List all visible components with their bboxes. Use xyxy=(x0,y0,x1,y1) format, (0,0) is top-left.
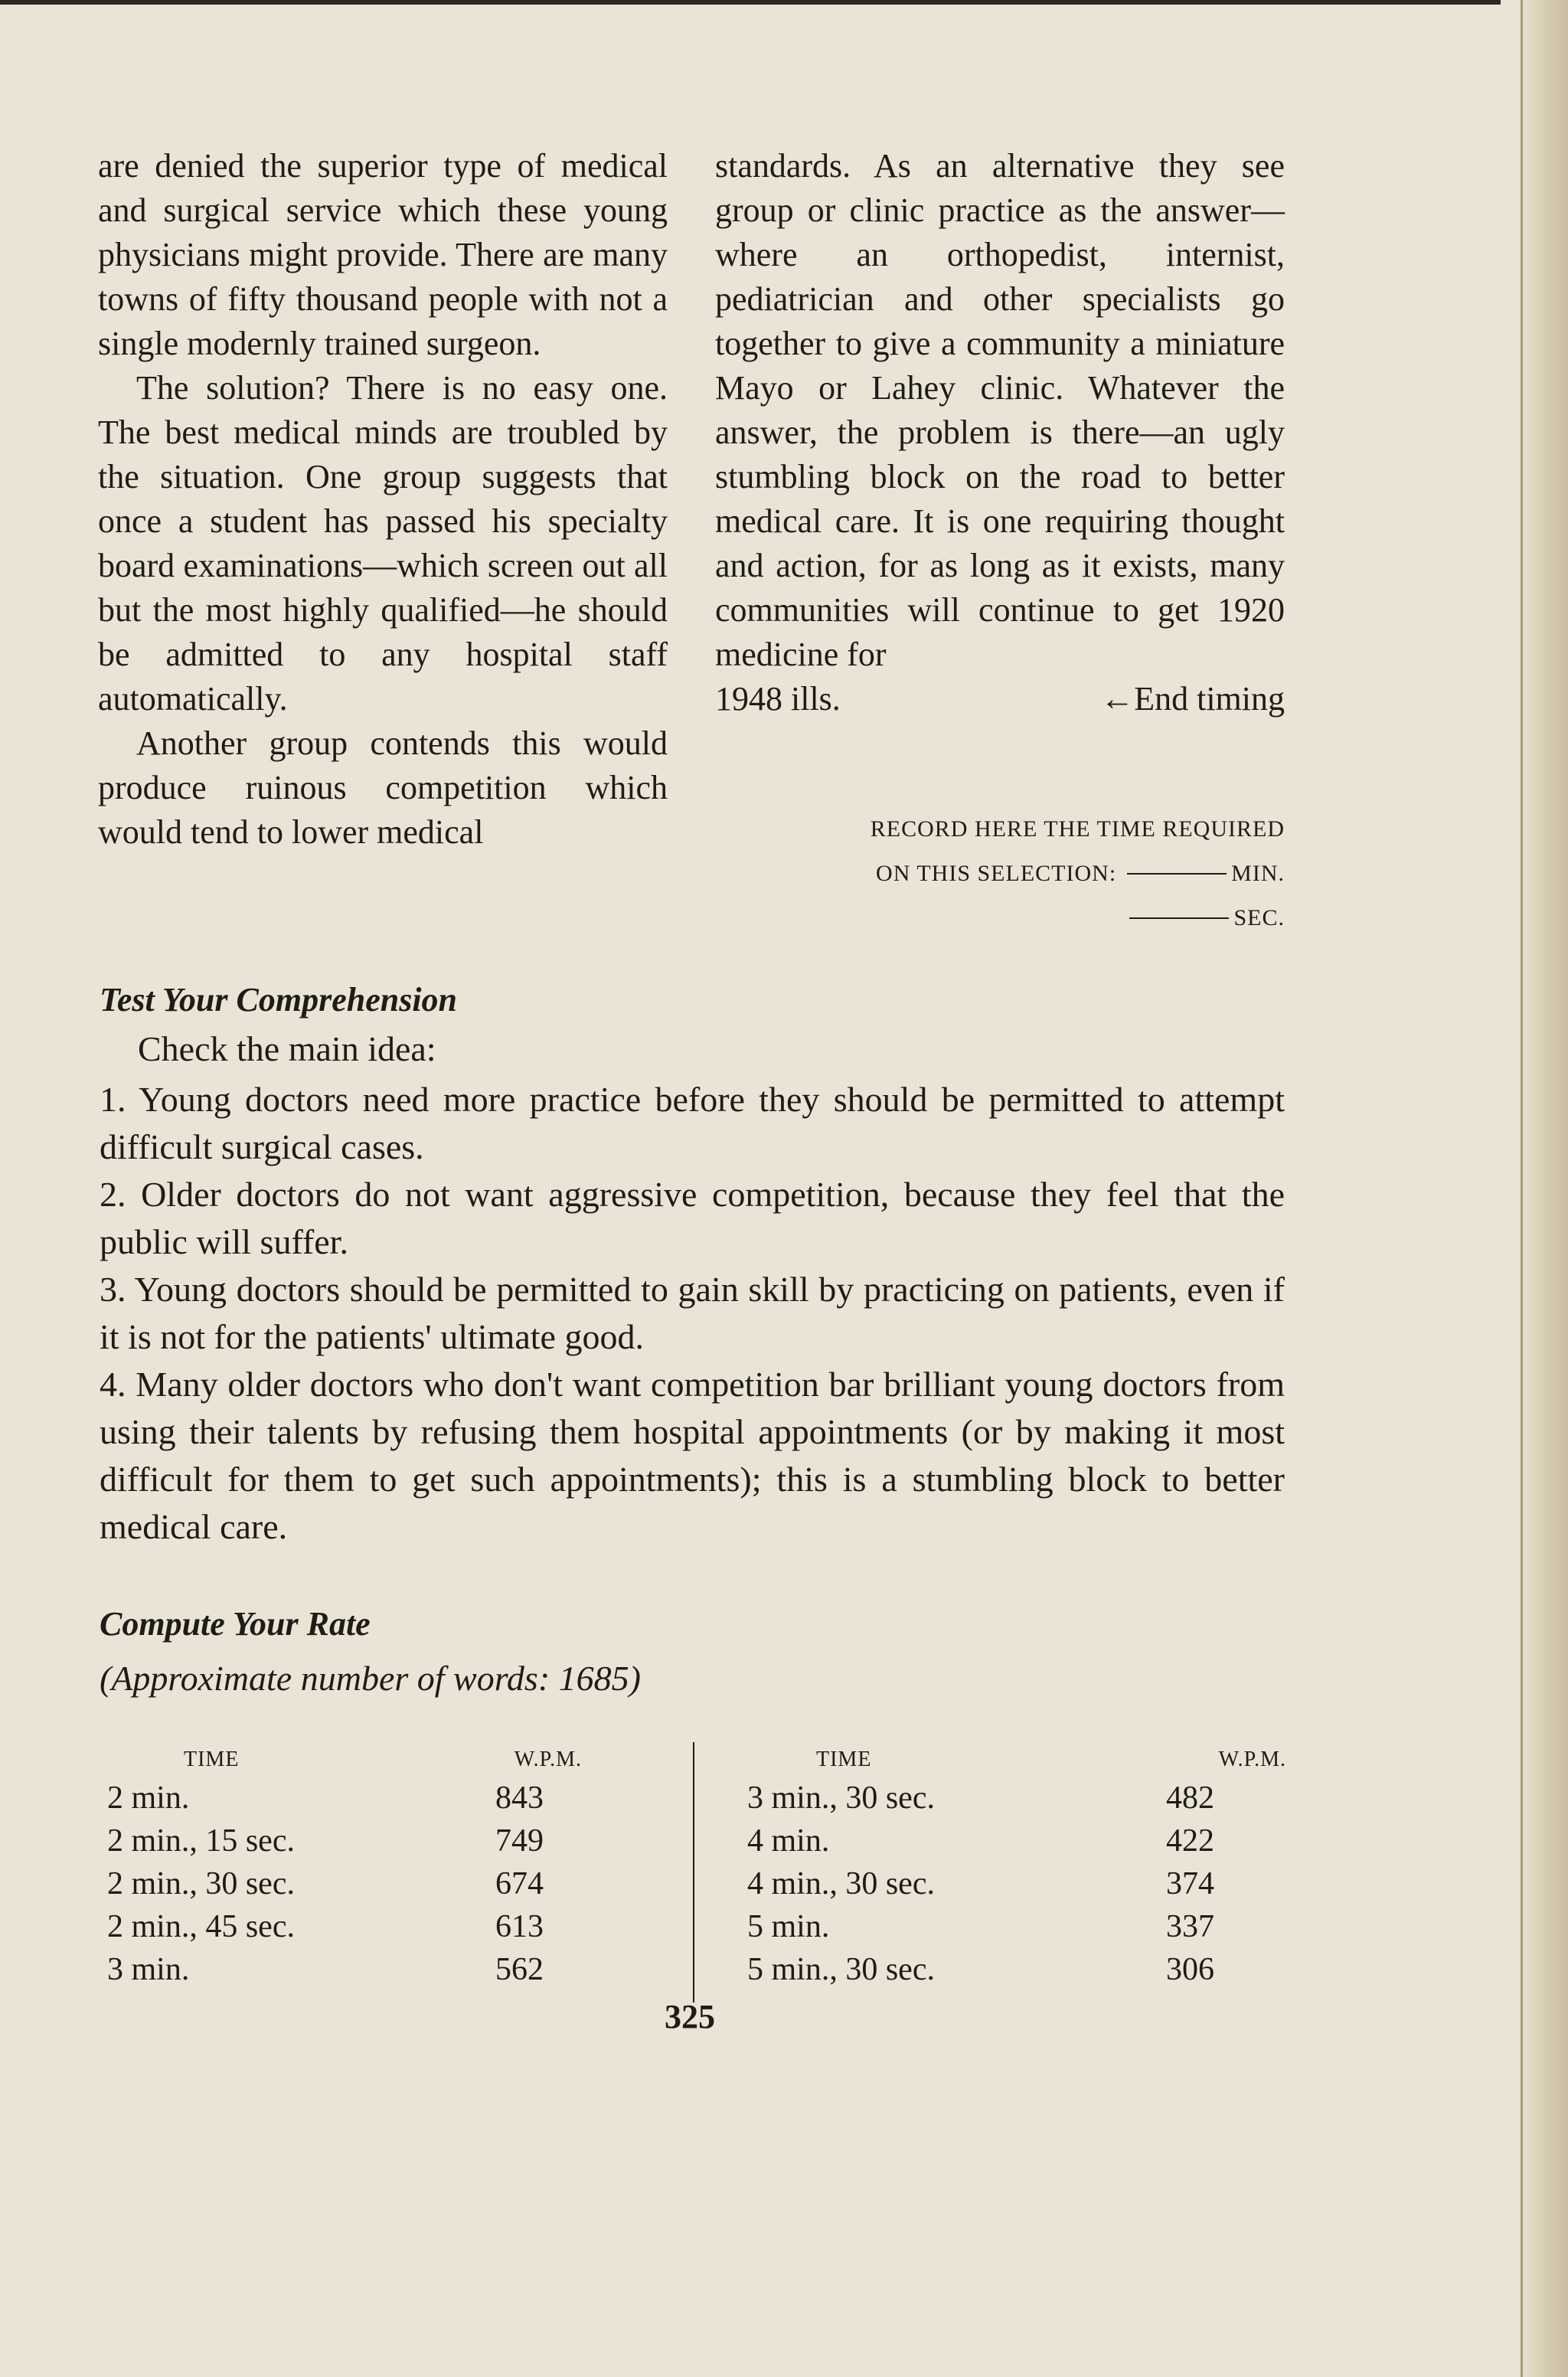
option-2[interactable]: 2. Older doctors do not want aggressive competition, because they feel that the public will suffer. xyxy=(100,1175,1285,1261)
time-cell: 4 min. xyxy=(747,1823,830,1859)
rate-heading: Compute Your Rate xyxy=(100,1605,371,1643)
comprehension-instruction: Check the main idea: xyxy=(138,1029,436,1068)
wpm-cell: 674 xyxy=(495,1866,544,1901)
table-row xyxy=(100,1862,635,1905)
time-column-header: TIME xyxy=(184,1748,240,1771)
option-3[interactable]: 3. Young doctors should be permitted to gain skill by practicing on patients, even if it is not for the patients' ultimate good. xyxy=(100,1270,1285,1356)
min-label: MIN. xyxy=(1231,861,1285,886)
right-paragraph: standards. As an alternative they see group or clinic practice as the answer—where an orthopedist, internist, pediatrician and other specialists go together to give a community a miniature Mayo or Lahey clinic. Whatever the answer, the problem is there—an ugly stumbling block on the road to better medical care. It is one requiring thought and action, for as long as it exists, many communities will continue to get 1920 medicine for xyxy=(715,147,1285,673)
wpm-cell: 843 xyxy=(495,1780,544,1816)
time-cell: 3 min., 30 sec. xyxy=(747,1780,935,1816)
time-cell: 2 min., 45 sec. xyxy=(107,1909,295,1944)
last-line-text: 1948 ills. xyxy=(715,680,841,718)
time-cell: 3 min. xyxy=(107,1952,190,1987)
comprehension-options xyxy=(100,1076,1285,1551)
page-right-edge xyxy=(1522,0,1568,2377)
left-paragraph-2: The solution? There is no easy one. The best medical minds are troubled by the situation. One group suggests that once a student has passed his specialty board examinations—which screen out all but the most highly qualified—he should be admitted to any hospital staff automatically. xyxy=(98,369,668,718)
time-cell: 4 min., 30 sec. xyxy=(747,1866,935,1901)
option-1[interactable]: 1. Young doctors need more practice before they should be permitted to attempt difficult surgical cases. xyxy=(100,1080,1285,1166)
table-row xyxy=(740,1905,1291,1948)
wpm-cell: 749 xyxy=(495,1823,544,1859)
page-number: 325 xyxy=(665,1998,715,2035)
record-time-box xyxy=(746,807,1285,940)
record-selection-label: ON THIS SELECTION: xyxy=(876,861,1117,886)
wpm-cell: 374 xyxy=(1166,1866,1214,1901)
record-line-2 xyxy=(746,852,1285,896)
wpm-cell: 306 xyxy=(1166,1952,1214,1987)
rate-table-header xyxy=(740,1738,1291,1777)
time-cell: 2 min., 30 sec. xyxy=(107,1866,295,1901)
time-cell: 2 min., 15 sec. xyxy=(107,1823,295,1859)
wpm-cell: 422 xyxy=(1166,1823,1214,1859)
table-row xyxy=(740,1948,1291,1991)
option-4[interactable]: 4. Many older doctors who don't want competition bar brilliant young doctors from using their talents by refusing them hospital appointments (or by making it most difficult for them to get such appointments); this is a stumbling block to better medical care. xyxy=(100,1365,1285,1546)
right-text-column xyxy=(715,144,1285,721)
wpm-cell: 613 xyxy=(495,1909,544,1944)
time-column-header: TIME xyxy=(816,1748,872,1771)
record-line-3 xyxy=(746,896,1285,940)
table-row xyxy=(740,1820,1291,1862)
rate-table-header xyxy=(100,1738,635,1777)
left-paragraph-3: Another group contends this would produce ruinous competition which would tend to lower medical xyxy=(98,724,668,851)
record-line-1 xyxy=(746,807,1285,852)
left-paragraph-1: are denied the superior type of medical and surgical service which these young physicians might provide. There are many towns of fifty thousand people with not a single modernly trained surgeon. xyxy=(98,147,668,362)
wpm-cell: 337 xyxy=(1166,1909,1214,1944)
left-text-column xyxy=(98,144,668,855)
time-cell: 5 min. xyxy=(747,1909,830,1944)
table-row xyxy=(100,1777,635,1820)
table-divider xyxy=(693,1742,694,2003)
sec-label: SEC. xyxy=(1233,905,1285,930)
rate-table-right xyxy=(740,1738,1291,1991)
table-row xyxy=(740,1862,1291,1905)
approx-word-count: (Approximate number of words: 1685) xyxy=(100,1659,641,1698)
wpm-column-header: W.P.M. xyxy=(514,1748,582,1771)
wpm-column-header: W.P.M. xyxy=(1218,1748,1286,1771)
table-row xyxy=(100,1905,635,1948)
wpm-cell: 482 xyxy=(1166,1780,1214,1816)
table-row xyxy=(740,1777,1291,1820)
table-row xyxy=(100,1948,635,1991)
rate-table-left xyxy=(100,1738,635,1991)
comprehension-heading: Test Your Comprehension xyxy=(100,981,458,1018)
time-cell: 5 min., 30 sec. xyxy=(747,1952,935,1987)
page-fold-line xyxy=(1521,0,1523,2377)
table-row xyxy=(100,1820,635,1862)
seconds-blank[interactable] xyxy=(1129,917,1229,919)
record-instruction: RECORD HERE THE TIME REQUIRED xyxy=(870,816,1285,842)
minutes-blank[interactable] xyxy=(1127,873,1227,875)
end-timing-marker: ←End timing xyxy=(1100,680,1285,718)
wpm-cell: 562 xyxy=(495,1952,544,1987)
time-cell: 2 min. xyxy=(107,1780,190,1816)
end-timing-line xyxy=(715,677,1285,721)
